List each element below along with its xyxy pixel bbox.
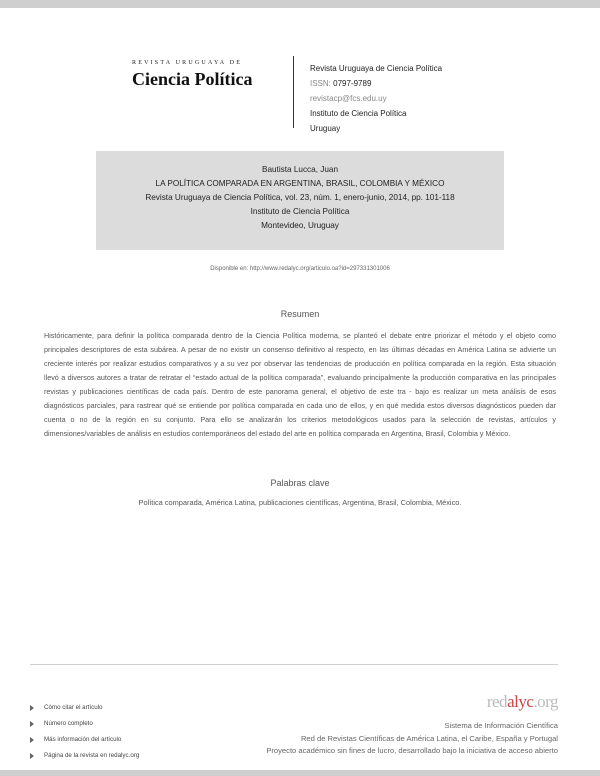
full-issue-link[interactable] — [30, 716, 139, 732]
journal-logo — [132, 60, 280, 90]
link-label: Más información del artículo — [44, 736, 122, 743]
abstract-heading: Resumen — [280, 309, 320, 319]
keywords-text: Política comparada, América Latina, publicaciones científicas, Argentina, Brasil, Colombia, México. — [138, 498, 462, 507]
article-citation: Revista Uruguaya de Ciencia Política, vol. 23, núm. 1, enero-junio, 2014, pp. 101-118 — [145, 193, 455, 202]
redalyc-logo-red: red — [486, 692, 508, 711]
article-title: LA POLÍTICA COMPARADA EN ARGENTINA, BRASIL, COLOMBIA Y MÉXICO — [155, 179, 445, 188]
issn-value: 0797-9789 — [333, 79, 372, 88]
footer-links — [30, 700, 139, 764]
abstract-text: Históricamente, para definir la política comparada dentro de la Ciencia Política moderna, se planteó el debate entre priorizar el método y el objeto como principales descriptores de esta subárea. A pesar de no existir un consenso definitivo al respecto, en las últimas décadas en América Latina se advierte un creciente interés por realizar estudios comparativos y a su vez por observar las tendencias de producción en política comparada en la región. Esta situación llevó a diversos autores a tratar de retratar el “estado actual de la política comparada”, evaluando principalmente la producción comparativa en las principales revistas y publicaciones científicas de cada país. Dentro de este panorama general, el objetivo de este tra - bajo es realizar un meta análisis de esos diagnósticos parciales, para rastrear qué se entiende por política comparada en cada uno de ellos, y en qué medida estos diversos diagnósticos pueden dar cuenta o no de la región en su conjunto. Para ello se analizarán los criterios metodológicos usados para la selección de revistas, artículos y dimensiones/variables de análisis en estudios contemporáneos del estado del arte en política comparada en Argentina, Brasil, Colombia y México. — [44, 331, 556, 438]
link-label: Número completo — [44, 720, 93, 727]
footer-divider — [30, 664, 558, 665]
journal-page-link[interactable] — [30, 748, 139, 764]
keywords-heading: Palabras clave — [270, 478, 330, 488]
available-link[interactable]: Disponible en: http://www.redalyc.org/articulo.oa?id=297331301006 — [210, 266, 390, 272]
redalyc-logo-org: .org — [533, 692, 558, 711]
journal-email[interactable]: revistacp@fcs.edu.uy — [310, 94, 387, 103]
arrow-right-icon — [30, 705, 34, 711]
journal-info — [310, 61, 442, 136]
article-author: Bautista Lucca, Juan — [261, 165, 338, 174]
redalyc-line2: Red de Revistas Científicas de América Latina, el Caribe, España y Portugal — [300, 733, 558, 743]
header-divider — [293, 56, 294, 128]
journal-institution: Instituto de Ciencia Política — [310, 109, 407, 118]
journal-country: Uruguay — [310, 124, 341, 133]
arrow-right-icon — [30, 721, 34, 727]
arrow-right-icon — [30, 753, 34, 759]
logo-main-text: Ciencia Política — [132, 69, 253, 89]
article-institution: Instituto de Ciencia Política — [250, 207, 350, 216]
redalyc-logo[interactable] — [487, 692, 558, 712]
redalyc-line3: Proyecto académico sin fines de lucro, desarrollado bajo la iniciativa de acceso abierto — [266, 746, 558, 755]
more-info-link[interactable] — [30, 732, 139, 748]
logo-top-text: REVISTA URUGUAYA DE — [132, 60, 243, 66]
link-label: Página de la revista en redalyc.org — [44, 752, 140, 759]
redalyc-line1: Sistema de Información Científica — [444, 721, 558, 730]
cite-article-link[interactable] — [30, 700, 139, 716]
journal-issn — [310, 76, 442, 91]
arrow-right-icon — [30, 737, 34, 743]
article-place: Montevideo, Uruguay — [261, 221, 339, 230]
journal-name: Revista Uruguaya de Ciencia Política — [310, 64, 443, 73]
link-label: Cómo citar el artículo — [44, 704, 103, 711]
redalyc-info — [266, 720, 558, 758]
issn-label: ISSN: — [310, 79, 331, 88]
redalyc-logo-alyc: alyc — [507, 692, 534, 711]
article-metadata-box — [96, 151, 504, 250]
document-page — [0, 8, 600, 770]
